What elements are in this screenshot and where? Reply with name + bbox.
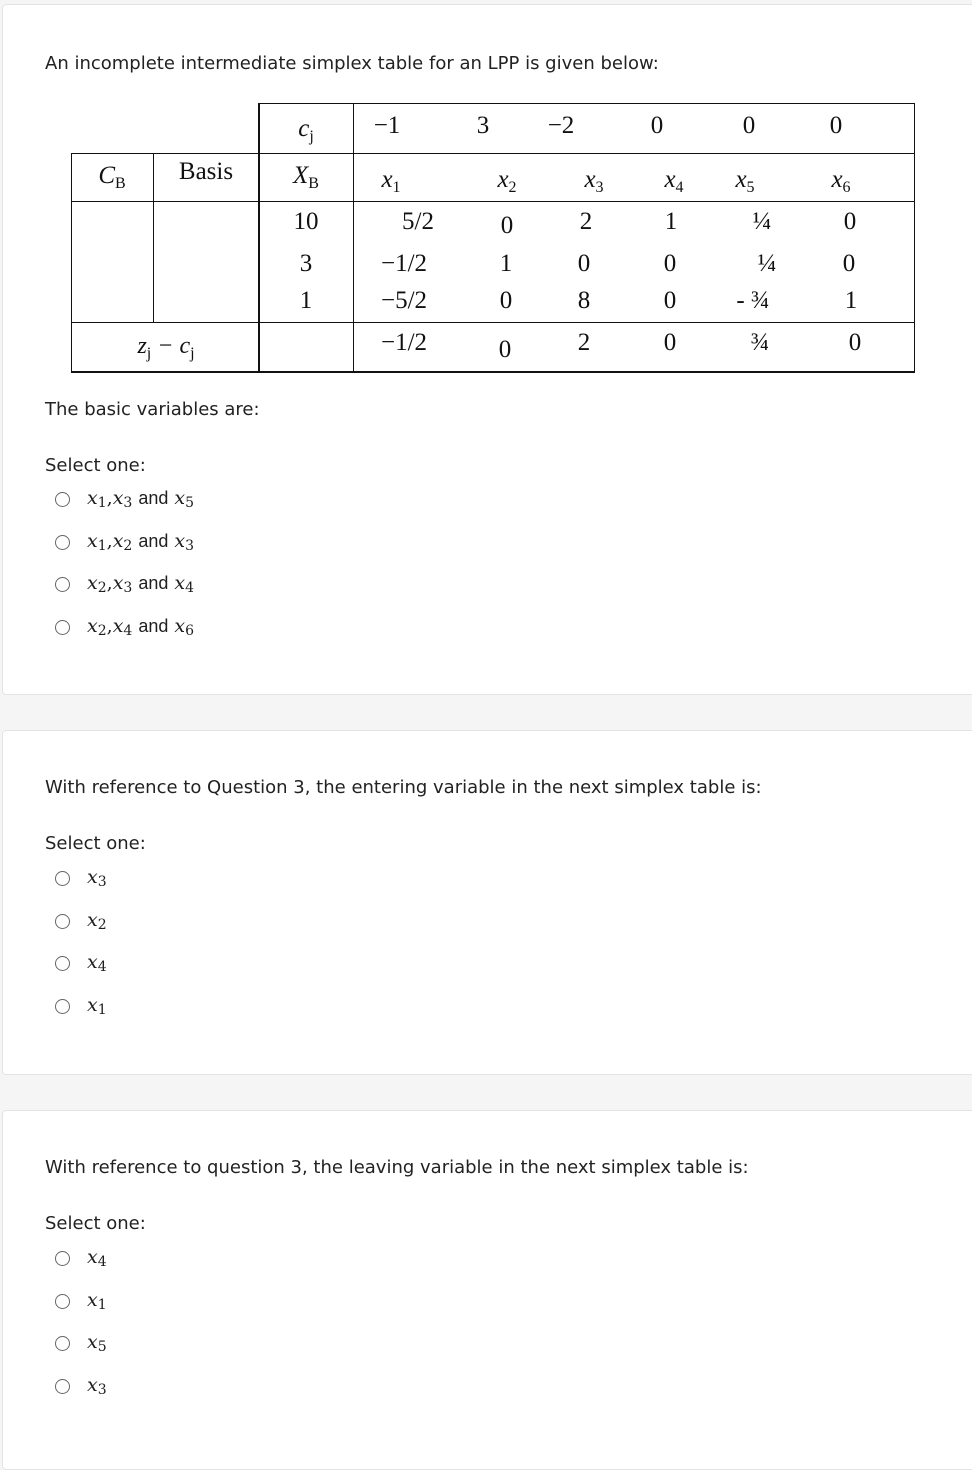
var-header-x1: $x_1$ bbox=[381, 166, 401, 196]
question-text: With reference to question 3, the leaving variable in the next simplex table is: bbox=[45, 1157, 749, 1178]
cell: 0 bbox=[577, 250, 591, 277]
simplex-table bbox=[1, 1, 972, 381]
zj-cj-label: $z_j - c_j$ bbox=[137, 333, 195, 362]
option-3[interactable] bbox=[55, 1329, 107, 1357]
cb-header: $C_B$ bbox=[98, 162, 126, 192]
cj-value-5: 0 bbox=[742, 112, 756, 139]
radio-button[interactable] bbox=[55, 999, 70, 1014]
question-card-2 bbox=[2, 730, 972, 1075]
zj-value-5: ¾ bbox=[750, 329, 770, 356]
cj-header: $c_j$ bbox=[298, 115, 314, 145]
xb-value-2: 3 bbox=[299, 250, 313, 277]
question-text: An incomplete intermediate simplex table for an LPP is given below: bbox=[45, 53, 659, 74]
cell: −1/2 bbox=[380, 250, 428, 277]
zj-value-2: 0 bbox=[498, 336, 512, 363]
radio-button[interactable] bbox=[55, 492, 70, 507]
basis-header: Basis bbox=[178, 158, 234, 185]
zj-value-6: 0 bbox=[848, 329, 862, 356]
radio-button[interactable] bbox=[55, 1336, 70, 1351]
zj-value-1: −1/2 bbox=[380, 329, 428, 356]
cell: −5/2 bbox=[380, 287, 428, 314]
cell: - ¾ bbox=[736, 287, 770, 314]
radio-button[interactable] bbox=[55, 956, 70, 971]
question-card-3 bbox=[2, 1110, 972, 1470]
question-subtext: The basic variables are: bbox=[45, 399, 260, 420]
cell: 0 bbox=[500, 212, 514, 239]
var-header-x6: $x_6$ bbox=[831, 166, 851, 196]
option-4[interactable] bbox=[55, 992, 107, 1020]
option-2[interactable] bbox=[55, 528, 194, 556]
radio-button[interactable] bbox=[55, 1379, 70, 1394]
cell: 5/2 bbox=[402, 208, 434, 235]
select-one-label: Select one: bbox=[45, 833, 146, 854]
option-label: $x_3$ bbox=[87, 866, 107, 890]
option-3[interactable] bbox=[55, 949, 107, 977]
zj-value-4: 0 bbox=[663, 329, 677, 356]
cell: 2 bbox=[579, 208, 593, 235]
radio-button[interactable] bbox=[55, 620, 70, 635]
cell: 0 bbox=[842, 250, 856, 277]
radio-button[interactable] bbox=[55, 577, 70, 592]
cj-value-1: −1 bbox=[373, 112, 401, 139]
option-4[interactable] bbox=[55, 1372, 107, 1400]
cj-value-4: 0 bbox=[650, 112, 664, 139]
radio-button[interactable] bbox=[55, 1251, 70, 1266]
cell: ¼ bbox=[757, 250, 777, 277]
radio-button[interactable] bbox=[55, 914, 70, 929]
option-label: $x_2$ , $x_3$ and $x_4$ bbox=[87, 572, 195, 596]
cj-value-2: 3 bbox=[476, 112, 490, 139]
cell: 0 bbox=[663, 287, 677, 314]
option-label: $x_1$ bbox=[87, 994, 107, 1018]
cell: 1 bbox=[499, 250, 513, 277]
option-4[interactable] bbox=[55, 613, 194, 641]
zj-value-3: 2 bbox=[577, 329, 591, 356]
option-2[interactable] bbox=[55, 907, 107, 935]
var-header-x4: $x_4$ bbox=[664, 166, 684, 196]
xb-value-3: 1 bbox=[299, 287, 313, 314]
option-3[interactable] bbox=[55, 570, 194, 598]
cell: 0 bbox=[499, 287, 513, 314]
select-one-label: Select one: bbox=[45, 1213, 146, 1234]
option-1[interactable] bbox=[55, 1244, 107, 1272]
option-label: $x_1$ bbox=[87, 1289, 107, 1313]
radio-button[interactable] bbox=[55, 535, 70, 550]
option-2[interactable] bbox=[55, 1287, 107, 1315]
option-1[interactable] bbox=[55, 864, 107, 892]
var-header-x5: $x_5$ bbox=[735, 166, 755, 196]
question-card-1 bbox=[2, 4, 972, 695]
option-label: $x_3$ bbox=[87, 1374, 107, 1398]
radio-button[interactable] bbox=[55, 871, 70, 886]
cell: 1 bbox=[664, 208, 678, 235]
xb-value-1: 10 bbox=[293, 208, 319, 235]
cell: ¼ bbox=[752, 208, 772, 235]
var-header-x2: $x_2$ bbox=[497, 166, 517, 196]
question-text: With reference to Question 3, the entering variable in the next simplex table is: bbox=[45, 777, 762, 798]
option-1[interactable] bbox=[55, 485, 194, 513]
cell: 8 bbox=[577, 287, 591, 314]
option-label: $x_2$ bbox=[87, 909, 107, 933]
cj-value-6: 0 bbox=[829, 112, 843, 139]
radio-button[interactable] bbox=[55, 1294, 70, 1309]
option-label: $x_2$ , $x_4$ and $x_6$ bbox=[87, 615, 195, 639]
option-label: $x_1$ , $x_3$ and $x_5$ bbox=[87, 487, 195, 511]
cell: 0 bbox=[663, 250, 677, 277]
cell: 0 bbox=[843, 208, 857, 235]
option-label: $x_4$ bbox=[87, 951, 107, 975]
option-label: $x_4$ bbox=[87, 1246, 107, 1270]
var-header-x3: $x_3$ bbox=[584, 166, 604, 196]
option-label: $x_1$ , $x_2$ and $x_3$ bbox=[87, 530, 195, 554]
select-one-label: Select one: bbox=[45, 455, 146, 476]
cell: 1 bbox=[844, 287, 858, 314]
option-label: $x_5$ bbox=[87, 1331, 107, 1355]
cj-value-3: −2 bbox=[547, 112, 575, 139]
xb-header: $X_B$ bbox=[293, 162, 319, 192]
